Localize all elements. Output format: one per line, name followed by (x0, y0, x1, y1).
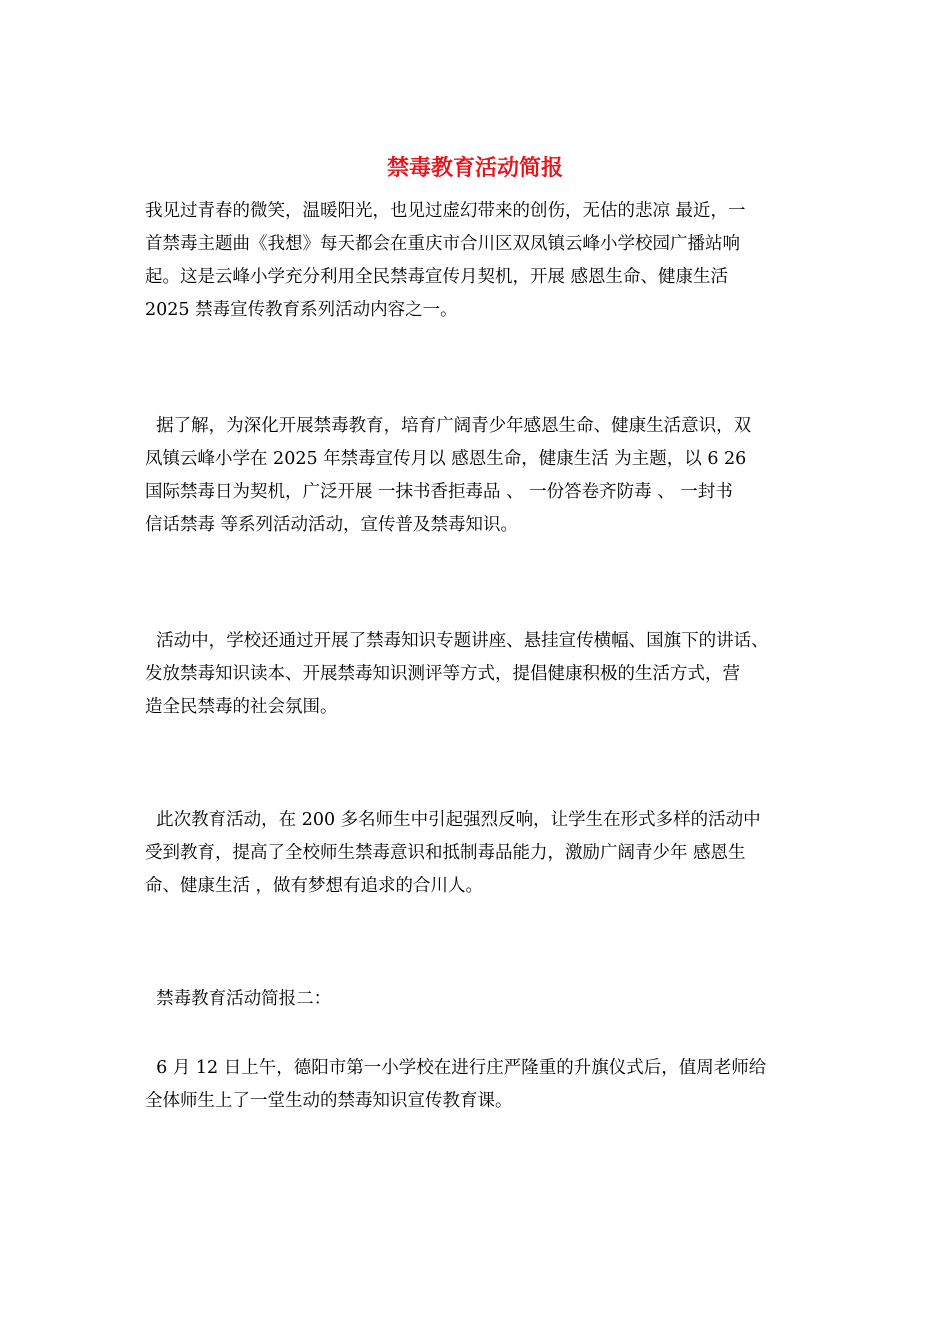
paragraph-6 (145, 1052, 815, 1118)
paragraph-line: 首禁毒主题曲《我想》每天都会在重庆市合川区双凤镇云峰小学校园广播站响 (145, 234, 740, 254)
paragraph-line: 造全民禁毒的社会氛围。 (145, 697, 338, 717)
paragraph-line: 2025 禁毒宣传教育系列活动内容之一。 (145, 300, 458, 320)
paragraph-1 (145, 195, 815, 327)
paragraph-line: 禁毒教育活动简报二： (145, 989, 332, 1009)
paragraph-line: 全体师生上了一堂生动的禁毒知识宣传教育课。 (145, 1091, 513, 1111)
paragraph-line: 信话禁毒 等系列活动活动，宣传普及禁毒知识。 (145, 515, 519, 535)
paragraph-line: 我见过青春的微笑，温暖阳光，也见过虚幻带来的创伤，无估的悲凉 最近，一 (145, 201, 746, 221)
paragraph-line: 国际禁毒日为契机，广泛开展 一抹书香拒毒品 、 一份答卷齐防毒 、 一封书 (145, 482, 733, 502)
paragraph-line: 据了解，为深化开展禁毒教育，培育广阔青少年感恩生命、健康生活意识，双 (145, 416, 752, 436)
section-heading-2 (145, 983, 815, 1016)
paragraph-line: 命、健康生活 ，做有梦想有追求的合川人。 (145, 876, 484, 896)
paragraph-line: 活动中，学校还通过开展了禁毒知识专题讲座、悬挂宣传横幅、国旗下的讲话、 (145, 631, 769, 651)
paragraph-line: 此次教育活动，在 200 多名师生中引起强烈反响，让学生在形式多样的活动中 (145, 810, 761, 830)
paragraph-2 (145, 410, 815, 542)
paragraph-4 (145, 804, 815, 903)
paragraph-line: 凤镇云峰小学在 2025 年禁毒宣传月以 感恩生命，健康生活 为主题，以 6 26 (145, 449, 747, 469)
document-title: 禁毒教育活动简报 (386, 155, 563, 181)
paragraph-3 (145, 625, 815, 724)
paragraph-line: 起。这是云峰小学充分利用全民禁毒宣传月契机，开展 感恩生命、健康生活 (145, 267, 729, 287)
paragraph-line: 发放禁毒知识读本、开展禁毒知识测评等方式，提倡健康积极的生活方式，营 (145, 664, 740, 684)
paragraph-line: 6 月 12 日上午，德阳市第一小学校在进行庄严隆重的升旗仪式后，值周老师给 (145, 1058, 767, 1078)
paragraph-line: 受到教育，提高了全校师生禁毒意识和抵制毒品能力，激励广阔青少年 感恩生 (145, 843, 746, 863)
